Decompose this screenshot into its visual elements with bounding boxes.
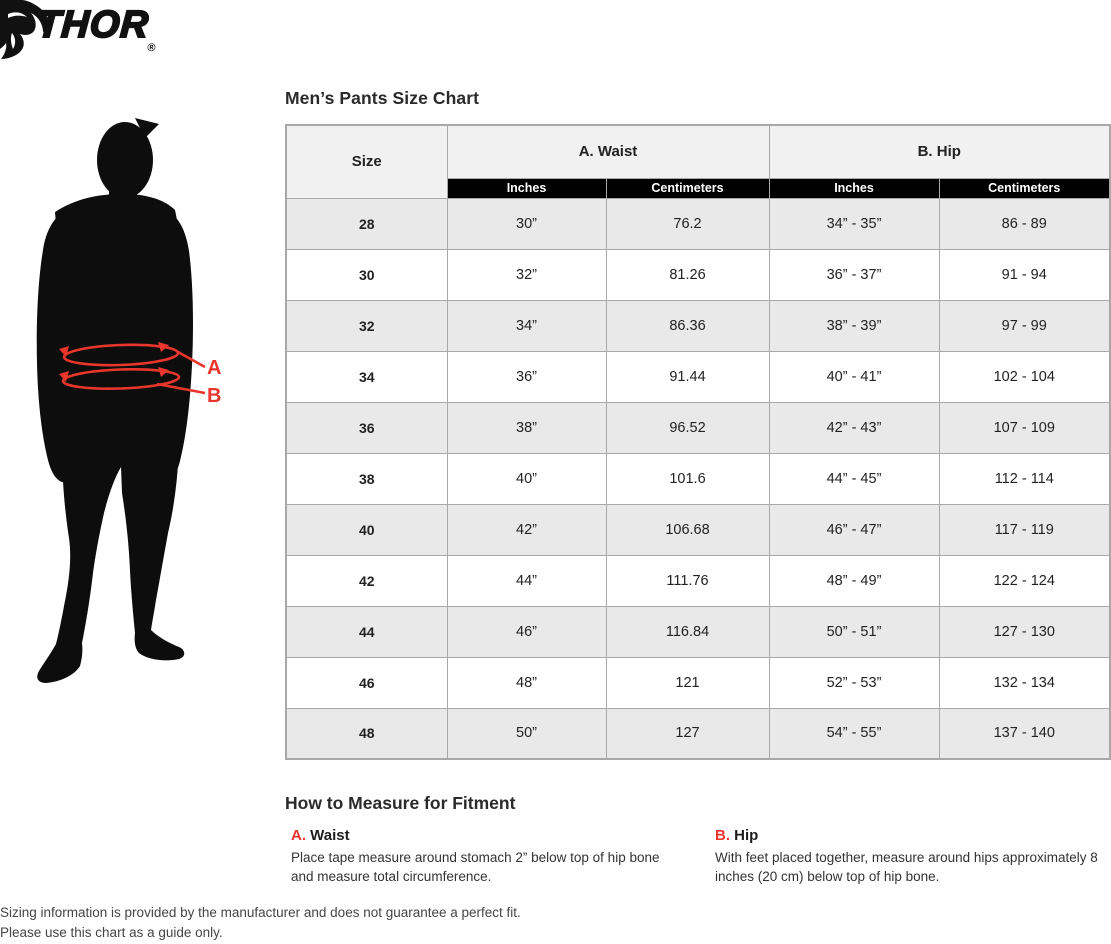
cell-size: 46 — [286, 657, 447, 708]
cell-waist-centimeters: 86.36 — [606, 300, 769, 351]
size-table-body — [286, 198, 1110, 759]
cell-hip-inches: 50” - 51” — [769, 606, 939, 657]
cell-waist-centimeters: 106.68 — [606, 504, 769, 555]
cell-size: 34 — [286, 351, 447, 402]
measure-waist-letter: A. — [291, 827, 306, 844]
cell-size: 48 — [286, 708, 447, 759]
table-row — [286, 453, 1110, 504]
cell-hip-centimeters: 132 - 134 — [939, 657, 1110, 708]
brand-wordmark: $THOR_®$ — [35, 4, 156, 54]
measure-hip-letter: B. — [715, 827, 730, 844]
measure-item-hip — [715, 827, 1109, 887]
cell-size: 42 — [286, 555, 447, 606]
cell-hip-centimeters: 86 - 89 — [939, 198, 1110, 249]
cell-waist-inches: 40” — [447, 453, 606, 504]
cell-size: 32 — [286, 300, 447, 351]
column-group-hip: B. Hip — [769, 125, 1110, 178]
table-row — [286, 555, 1110, 606]
table-row — [286, 657, 1110, 708]
column-group-waist: A. Waist — [447, 125, 769, 178]
cell-waist-inches: 36” — [447, 351, 606, 402]
cell-size: 38 — [286, 453, 447, 504]
cell-hip-inches: 48” - 49” — [769, 555, 939, 606]
registered-mark: ® — [146, 42, 156, 54]
cell-waist-inches: 46” — [447, 606, 606, 657]
cell-hip-inches: 54” - 55” — [769, 708, 939, 759]
cell-hip-centimeters: 112 - 114 — [939, 453, 1110, 504]
table-row — [286, 402, 1110, 453]
cell-waist-inches: 30” — [447, 198, 606, 249]
cell-hip-centimeters: 102 - 104 — [939, 351, 1110, 402]
table-row — [286, 351, 1110, 402]
measure-hip-description: With feet placed together, measure around hips approximately 8 inches (20 cm) below top of hip bone. — [715, 850, 1098, 884]
how-to-measure-heading: How to Measure for Fitment — [285, 793, 516, 813]
cell-hip-inches: 40” - 41” — [769, 351, 939, 402]
cell-size: 36 — [286, 402, 447, 453]
size-chart-section — [285, 88, 1109, 887]
cell-hip-centimeters: 97 - 99 — [939, 300, 1110, 351]
table-row — [286, 504, 1110, 555]
cell-waist-inches: 32” — [447, 249, 606, 300]
subheader-waist-centimeters: Centimeters — [606, 178, 769, 198]
disclaimer-line-1: Sizing information is provided by the manufacturer and does not guarantee a perfect fit. — [0, 905, 521, 920]
page-title: Men’s Pants Size Chart — [285, 88, 480, 108]
table-row — [286, 606, 1110, 657]
measure-waist-name: Waist — [310, 827, 350, 844]
table-row — [286, 198, 1110, 249]
cell-hip-centimeters: 122 - 124 — [939, 555, 1110, 606]
subheader-hip-inches: Inches — [769, 178, 939, 198]
column-header-size: Size — [286, 125, 447, 198]
cell-waist-inches: 50” — [447, 708, 606, 759]
subheader-waist-inches: Inches — [447, 178, 606, 198]
cell-hip-centimeters: 91 - 94 — [939, 249, 1110, 300]
cell-size: 40 — [286, 504, 447, 555]
hip-label-b: B — [207, 385, 222, 407]
cell-waist-centimeters: 81.26 — [606, 249, 769, 300]
measurement-figure — [35, 112, 235, 692]
cell-waist-inches: 48” — [447, 657, 606, 708]
cell-size: 28 — [286, 198, 447, 249]
brand-logo — [0, 0, 230, 62]
cell-hip-inches: 52” - 53” — [769, 657, 939, 708]
subheader-hip-centimeters: Centimeters — [939, 178, 1110, 198]
cell-waist-centimeters: 116.84 — [606, 606, 769, 657]
cell-waist-centimeters: 127 — [606, 708, 769, 759]
table-row — [286, 708, 1110, 759]
cell-hip-inches: 38” - 39” — [769, 300, 939, 351]
cell-waist-inches: 42” — [447, 504, 606, 555]
cell-hip-centimeters: 117 - 119 — [939, 504, 1110, 555]
measure-item-waist — [291, 827, 715, 887]
cell-size: 30 — [286, 249, 447, 300]
how-to-measure-section — [285, 793, 1109, 887]
measure-hip-name: Hip — [734, 827, 759, 844]
disclaimer — [0, 903, 521, 944]
cell-waist-centimeters: 111.76 — [606, 555, 769, 606]
size-chart-table — [285, 124, 1111, 760]
male-silhouette-graphic — [37, 118, 193, 683]
measure-hip-title — [715, 827, 1109, 844]
cell-waist-centimeters: 76.2 — [606, 198, 769, 249]
cell-waist-centimeters: 121 — [606, 657, 769, 708]
cell-waist-inches: 34” — [447, 300, 606, 351]
cell-hip-centimeters: 107 - 109 — [939, 402, 1110, 453]
cell-waist-centimeters: 96.52 — [606, 402, 769, 453]
cell-waist-centimeters: 91.44 — [606, 351, 769, 402]
measure-waist-description: Place tape measure around stomach 2” below top of hip bone and measure total circumference. — [291, 850, 660, 884]
cell-hip-inches: 36” - 37” — [769, 249, 939, 300]
disclaimer-line-2: Please use this chart as a guide only. — [0, 925, 223, 941]
table-row — [286, 300, 1110, 351]
cell-hip-centimeters: 127 - 130 — [939, 606, 1110, 657]
cell-size: 44 — [286, 606, 447, 657]
cell-hip-inches: 44” - 45” — [769, 453, 939, 504]
cell-hip-inches: 42” - 43” — [769, 402, 939, 453]
waist-label-a: A — [207, 357, 222, 379]
cell-hip-inches: 46” - 47” — [769, 504, 939, 555]
measure-waist-title — [291, 827, 685, 844]
cell-hip-inches: 34” - 35” — [769, 198, 939, 249]
cell-waist-inches: 44” — [447, 555, 606, 606]
cell-waist-inches: 38” — [447, 402, 606, 453]
cell-waist-centimeters: 101.6 — [606, 453, 769, 504]
table-row — [286, 249, 1110, 300]
cell-hip-centimeters: 137 - 140 — [939, 708, 1110, 759]
